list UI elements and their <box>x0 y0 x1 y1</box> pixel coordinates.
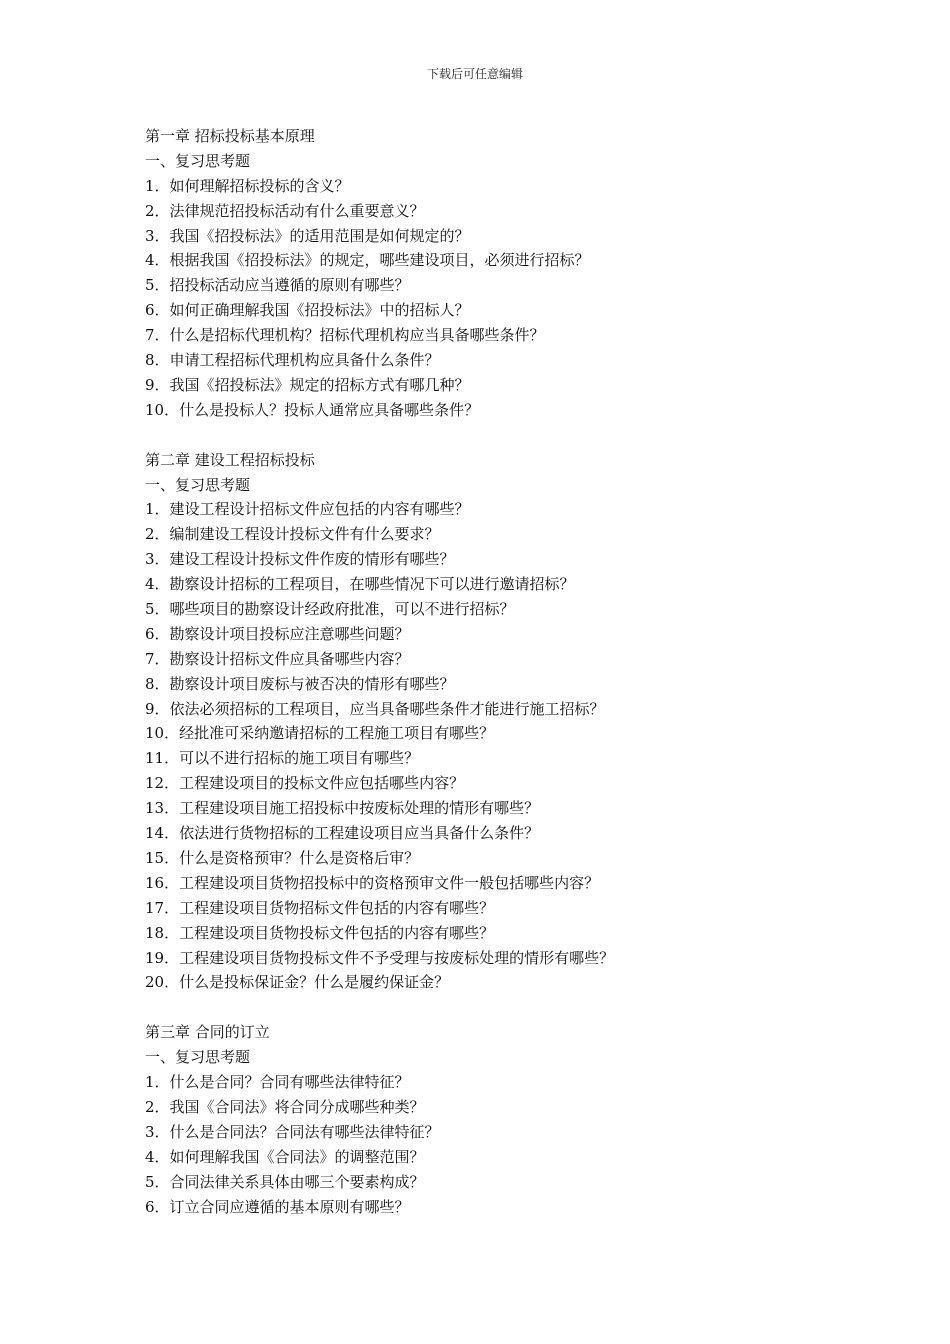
page-header: 下载后可任意编辑 <box>426 67 523 81</box>
question-item: 18．工程建设项目货物投标文件包括的内容有哪些？ <box>145 923 495 942</box>
question-item: 12．工程建设项目的投标文件应包括哪些内容？ <box>145 774 465 793</box>
question-item: 19．工程建设项目货物投标文件不予受理与按废标处理的情形有哪些？ <box>145 948 615 967</box>
question-item: 6．勘察设计项目投标应注意哪些问题？ <box>145 624 410 643</box>
question-item: 4．勘察设计招标的工程项目，在哪些情况下可以进行邀请招标？ <box>145 575 575 594</box>
question-item: 3．我国《招投标法》的适用范围是如何规定的？ <box>145 226 470 245</box>
question-item: 14．依法进行货物招标的工程建设项目应当具备什么条件？ <box>145 824 540 843</box>
question-item: 4．根据我国《招投标法》的规定，哪些建设项目，必须进行招标？ <box>145 251 590 270</box>
question-item: 16．工程建设项目货物招投标中的资格预审文件一般包括哪些内容？ <box>145 873 600 892</box>
chapter-title: 第三章 合同的订立 <box>145 1023 270 1042</box>
question-item: 8．勘察设计项目废标与被否决的情形有哪些？ <box>145 674 455 693</box>
question-item: 4．如何理解我国《合同法》的调整范围？ <box>145 1147 425 1166</box>
question-item: 10．什么是投标人？投标人通常应具备哪些条件？ <box>145 400 480 419</box>
question-item: 7．什么是招标代理机构？招标代理机构应当具备哪些条件？ <box>145 326 545 345</box>
question-item: 3．什么是合同法？合同法有哪些法律特征？ <box>145 1122 440 1141</box>
question-item: 2．编制建设工程设计投标文件有什么要求？ <box>145 525 440 544</box>
chapter-title: 第一章 招标投标基本原理 <box>145 127 315 145</box>
question-item: 5．哪些项目的勘察设计经政府批准，可以不进行招标？ <box>145 600 515 619</box>
question-item: 8．申请工程招标代理机构应具备什么条件？ <box>145 351 440 370</box>
question-item: 11．可以不进行招标的施工项目有哪些？ <box>145 749 420 768</box>
chapter-3 <box>145 1020 845 1219</box>
question-item: 17．工程建设项目货物招标文件包括的内容有哪些？ <box>145 898 495 917</box>
question-item: 3．建设工程设计投标文件作废的情形有哪些？ <box>145 550 455 569</box>
question-item: 5．招投标活动应当遵循的原则有哪些？ <box>145 276 410 295</box>
question-item: 1．建设工程设计招标文件应包括的内容有哪些？ <box>145 500 470 519</box>
question-item: 5．合同法律关系具体由哪三个要素构成？ <box>145 1172 425 1191</box>
question-item: 9．依法必须招标的工程项目，应当具备哪些条件才能进行施工招标？ <box>145 699 605 718</box>
question-item: 2．我国《合同法》将合同分成哪些种类？ <box>145 1097 425 1116</box>
section-heading: 一、复习思考题 <box>145 1048 251 1067</box>
question-item: 1．如何理解招标投标的含义？ <box>145 176 350 195</box>
chapter-2 <box>145 448 845 996</box>
chapter-1 <box>145 124 845 423</box>
question-item: 6．订立合同应遵循的基本原则有哪些？ <box>145 1197 410 1216</box>
section-heading: 一、复习思考题 <box>145 475 251 494</box>
question-item: 20．什么是投标保证金？什么是履约保证金？ <box>145 973 450 992</box>
question-item: 6．如何正确理解我国《招投标法》中的招标人？ <box>145 301 470 320</box>
document-body <box>145 124 845 1244</box>
question-item: 1．什么是合同？合同有哪些法律特征？ <box>145 1073 410 1092</box>
question-item: 15．什么是资格预审？什么是资格后审？ <box>145 848 420 867</box>
question-item: 10．经批准可采纳邀请招标的工程施工项目有哪些？ <box>145 724 495 743</box>
question-item: 2．法律规范招投标活动有什么重要意义？ <box>145 201 425 220</box>
chapter-title: 第二章 建设工程招标投标 <box>145 450 315 469</box>
question-item: 13．工程建设项目施工招投标中按废标处理的情形有哪些？ <box>145 799 540 818</box>
question-item: 7．勘察设计招标文件应具备哪些内容？ <box>145 649 410 668</box>
section-heading: 一、复习思考题 <box>145 151 251 170</box>
question-item: 9．我国《招投标法》规定的招标方式有哪几种？ <box>145 375 470 394</box>
